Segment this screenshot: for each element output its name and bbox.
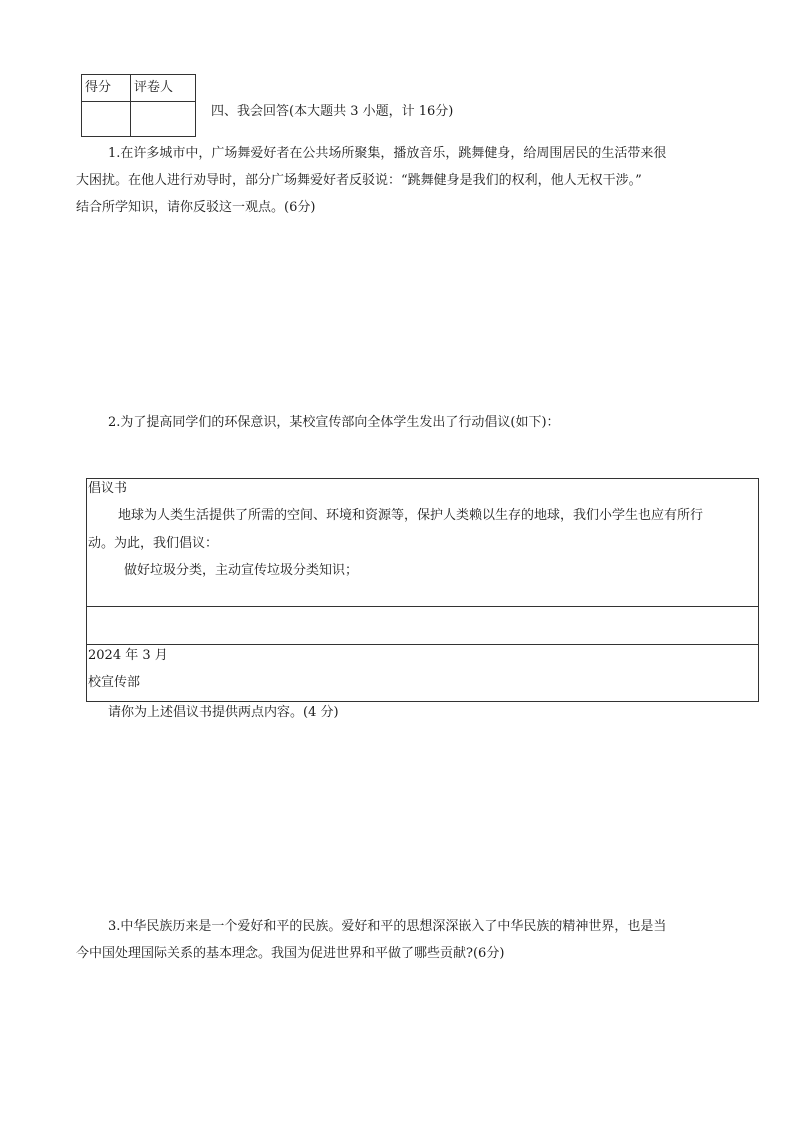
proposal-line1: 地球为人类生活提供了所需的空间、环境和资源等，保护人类赖以生存的地球，我们小学生也应有所行 <box>118 508 704 523</box>
grader-cell <box>131 102 196 137</box>
q3-line2: 今中国处理国际关系的基本理念。我国为促进世界和平做了哪些贡献?(6分) <box>76 946 505 961</box>
proposal-date: 2024 年 3 月 <box>88 648 168 663</box>
proposal-line3: 做好垃圾分类，主动宣传垃圾分类知识； <box>124 563 359 578</box>
proposal-signature: 校宣传部 <box>88 675 141 690</box>
q1-line2: 大困扰。在他人进行劝导时，部分广场舞爱好者反驳说：“跳舞健身是我们的权利，他人无权干涉。” <box>76 173 642 188</box>
q1-line1: 1.在许多城市中，广场舞爱好者在公共场所聚集，播放音乐，跳舞健身，给周围居民的生活带来很 <box>108 146 667 161</box>
box-divider <box>87 606 758 607</box>
grader-header: 评卷人 <box>131 75 196 102</box>
score-cell <box>82 102 131 137</box>
score-table <box>81 74 196 137</box>
q3-line1: 3.中华民族历来是一个爱好和平的民族。爱好和平的思想深深嵌入了中华民族的精神世界，也是当 <box>108 919 667 934</box>
q1-line3: 结合所学知识，请你反驳这一观点。(6分) <box>76 200 316 215</box>
q2-prompt: 请你为上述倡议书提供两点内容。(4 分) <box>108 705 339 720</box>
proposal-title: 倡议书 <box>88 481 128 496</box>
score-header: 得分 <box>82 75 131 102</box>
q2-intro: 2.为了提高同学们的环保意识，某校宣传部向全体学生发出了行动倡议(如下)： <box>108 415 560 430</box>
section-title: 四、我会回答(本大题共 3 小题，计 16分) <box>211 104 454 119</box>
box-divider <box>87 644 758 645</box>
proposal-line2: 动。为此，我们倡议： <box>88 536 219 551</box>
